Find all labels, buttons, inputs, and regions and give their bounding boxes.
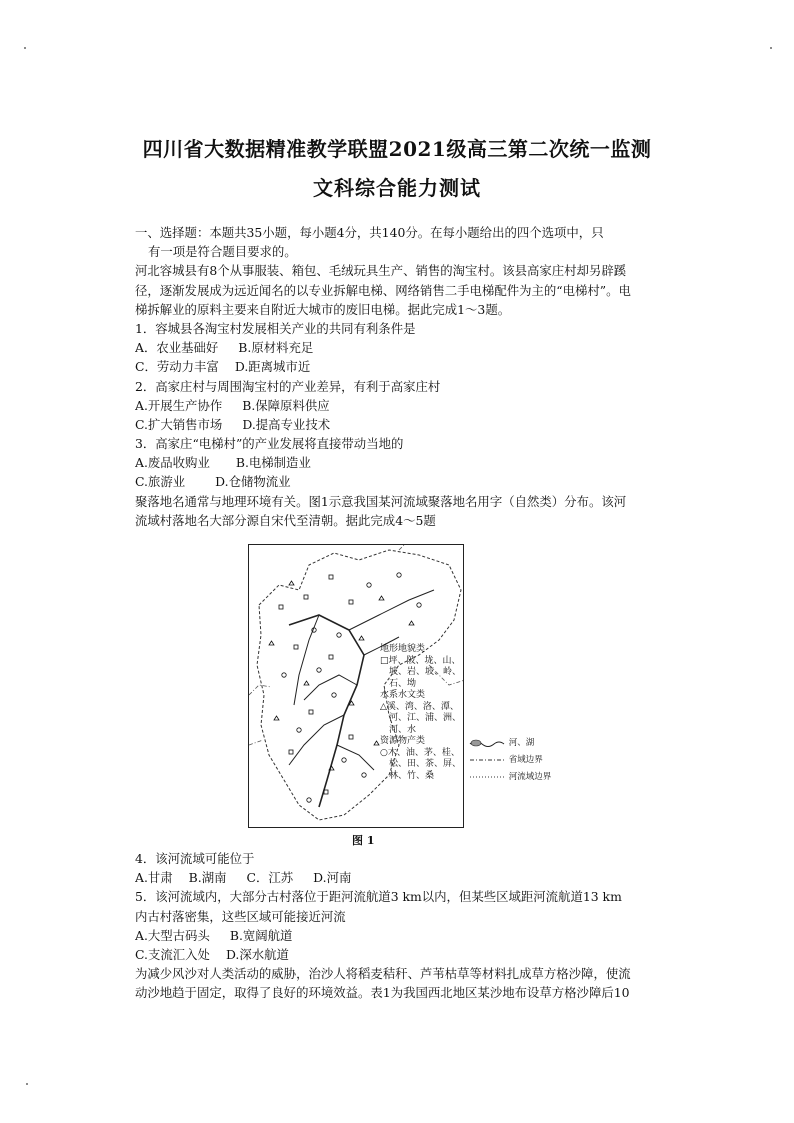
question-4-options — [135, 868, 660, 887]
option-a[interactable]: A.大型古码头 — [135, 927, 210, 943]
province-line-icon — [468, 755, 506, 765]
map-legend — [380, 644, 464, 782]
tributary — [304, 675, 357, 700]
option-a[interactable]: A.废品收购业 — [135, 455, 210, 471]
legend-basin-label: 河流域边界 — [508, 772, 552, 782]
scan-speck — [24, 47, 26, 49]
legend-row: 松、田、茶、屏、 — [380, 759, 462, 769]
option-d[interactable]: D.提高专业技术 — [242, 416, 331, 432]
question-2-options-row2 — [135, 415, 660, 434]
option-d[interactable]: D.河南 — [313, 870, 352, 886]
legend-province-label: 省域边界 — [508, 755, 543, 765]
legend-row: 坡、岩、坡、岭、 — [380, 667, 462, 677]
legend-row: 河、水 — [380, 724, 417, 735]
passage-line: 聚落地名通常与地理环境有关。图1示意我国某河流域聚落地名用字（自然类）分布。该河 — [135, 493, 627, 509]
legend-row: △溪、湾、洛、潭、 — [380, 701, 459, 712]
question-3-options-row2 — [135, 472, 660, 491]
legend-row: 林、竹、桑 — [380, 770, 435, 781]
basin-line-icon — [468, 772, 506, 782]
passage-line: 流域村落地名大部分源自宋代至清朝。据此完成4～5题 — [135, 512, 436, 528]
question-5-stem: 5．该河流域内，大部分古村落位于距河流航道3 km以内，但某些区域距河流航道13 km — [135, 889, 622, 905]
question-body-top — [135, 223, 660, 530]
question-3-options-row1 — [135, 453, 660, 472]
question-3-stem: 3．高家庄“电梯村”的产业发展将直接带动当地的 — [135, 436, 404, 452]
option-b[interactable]: B.保障原料供应 — [242, 397, 330, 413]
option-c[interactable]: C．劳动力丰富 — [135, 359, 219, 375]
passage-line: 径，逐渐发展成为远近闻名的以专业拆解电梯、网络销售二手电梯配件为主的“电梯村”。电 — [135, 282, 631, 298]
legend-title: 资源物产类 — [380, 736, 426, 746]
question-5-stem-cont: 内古村落密集，这些区域可能接近河流 — [135, 908, 346, 924]
question-2-stem: 2．高家庄村与周围淘宝村的产业差异，有利于高家庄村 — [135, 378, 441, 394]
option-d[interactable]: D.距离城市近 — [234, 359, 311, 375]
option-a[interactable]: A.甘肃 — [135, 870, 173, 886]
question-2-options-row1 — [135, 396, 660, 415]
question-body-bottom — [135, 849, 660, 1003]
exam-subtitle: 文科综合能力测试 — [313, 176, 481, 200]
option-c[interactable]: C.扩大销售市场 — [135, 416, 223, 432]
exam-title: 四川省大数据精准教学联盟2021级高三第二次统一监测 — [142, 137, 652, 161]
section-heading: 一、选择题：本题共35小题，每小题4分，共140分。在每小题给出的四个选项中，只 — [135, 225, 604, 240]
tributary — [337, 745, 374, 770]
option-d[interactable]: D.仓储物流业 — [215, 474, 291, 490]
legend-row: ○木、油、茅、桂、 — [380, 747, 460, 758]
question-1-stem: 1．容城县各淘宝村发展相关产业的共同有利条件是 — [135, 320, 416, 336]
main-river — [289, 615, 364, 807]
scan-speck — [770, 47, 772, 49]
section-heading-cont: 有一项是符合题目要求的。 — [148, 244, 297, 260]
boundary-legend — [468, 735, 551, 786]
legend-row: □坪、陂、垅、山、 — [380, 655, 461, 666]
option-a[interactable]: A.开展生产协作 — [135, 397, 223, 413]
option-c[interactable]: C.支流汇入处 — [135, 946, 210, 962]
question-5-options-row1 — [135, 926, 660, 945]
tributary — [349, 590, 434, 630]
legend-river — [468, 735, 551, 752]
option-b[interactable]: B.宽阔航道 — [229, 927, 293, 943]
passage-line: 为减少风沙对人类活动的威胁，治沙人将稻麦秸秆、芦苇枯草等材料扎成草方格沙障，使流 — [135, 966, 631, 982]
passage-line: 动沙地趋于固定，取得了良好的环境效益。表1为我国西北地区某沙地布设草方格沙障后10 — [135, 985, 630, 1001]
question-4-stem: 4．该河流域可能位于 — [135, 851, 255, 866]
question-1-options-row2 — [135, 357, 660, 376]
passage-line: 梯拆解业的原料主要来自附近大城市的废旧电梯。据此完成1～3题。 — [135, 301, 511, 317]
passage-line: 河北容城县有8个从事服装、箱包、毛绒玩具生产、销售的淘宝村。该县高家庄村却另辟蹊 — [135, 263, 627, 279]
question-1-options-row1 — [135, 338, 660, 357]
legend-row: 石、坳 — [380, 678, 417, 689]
legend-province — [468, 752, 551, 769]
legend-river-label: 河、湖 — [508, 738, 535, 748]
option-c[interactable]: C.旅游业 — [135, 474, 186, 490]
option-a[interactable]: A．农业基础好 — [135, 340, 219, 356]
tributary — [289, 715, 344, 765]
scan-speck — [26, 1083, 28, 1085]
option-c[interactable]: C．江苏 — [246, 870, 294, 886]
option-b[interactable]: B.原材料充足 — [238, 340, 314, 356]
legend-title: 地形地貌类 — [380, 644, 426, 654]
option-b[interactable]: B.湖南 — [188, 870, 227, 886]
option-d[interactable]: D.深水航道 — [225, 946, 289, 962]
legend-basin — [468, 769, 551, 786]
legend-title: 水系水文类 — [380, 690, 426, 700]
legend-row: 河、江、浦、洲、 — [380, 713, 462, 723]
question-5-options-row2 — [135, 945, 660, 964]
figure-caption: 图 1 — [352, 834, 375, 847]
lake-symbol-icon — [468, 738, 506, 748]
option-b[interactable]: B.电梯制造业 — [235, 455, 311, 471]
